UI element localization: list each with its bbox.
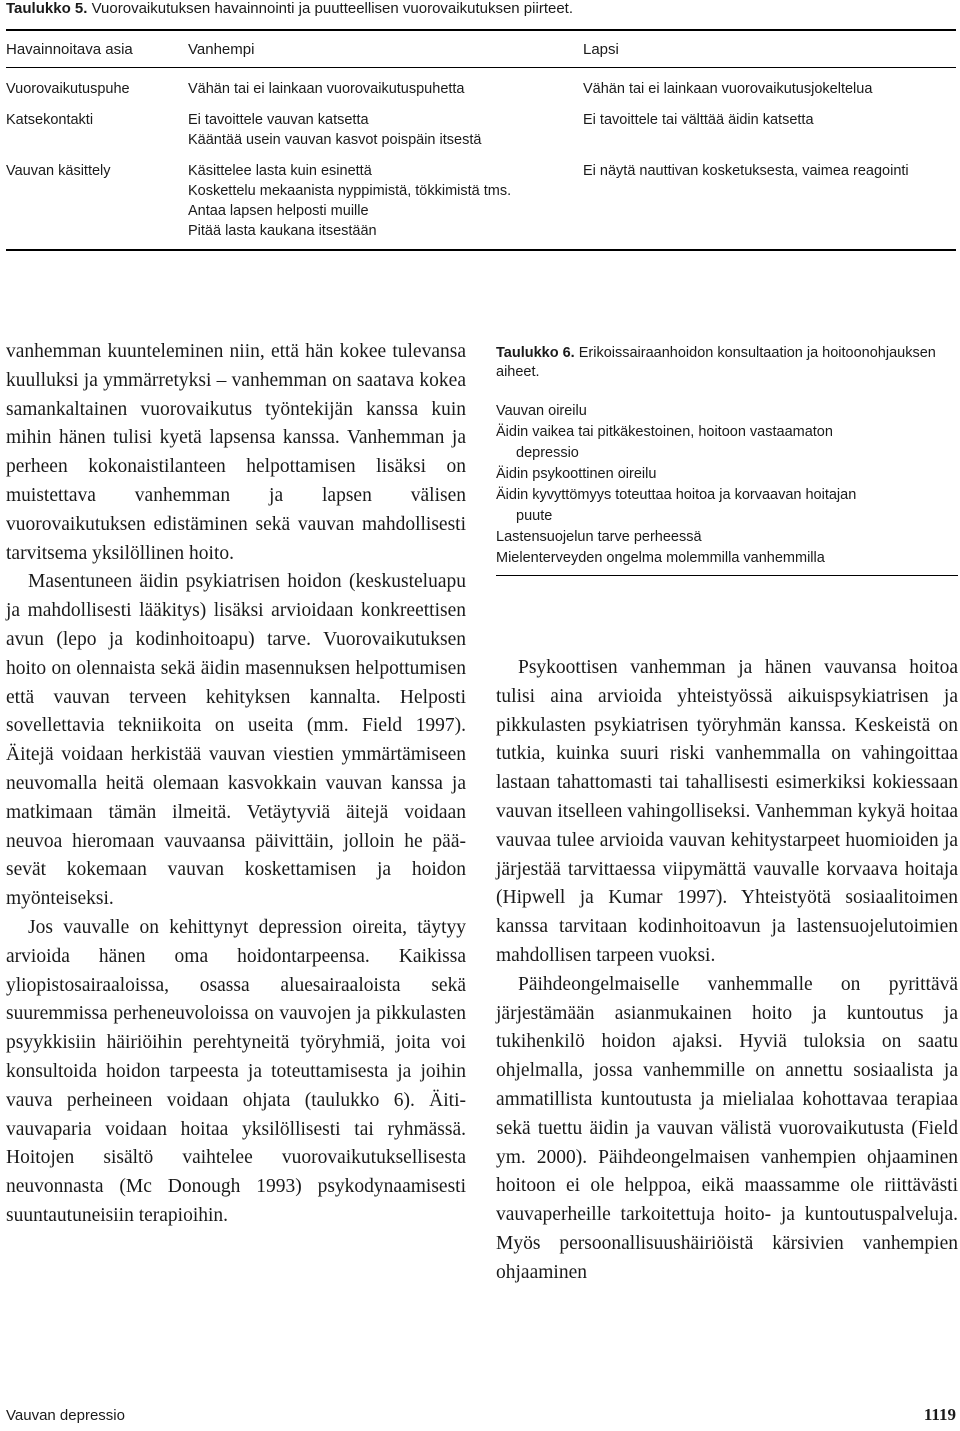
- table5-row-child: Vähän tai ei lainkaan vuorovaikutusjokeltelua: [583, 81, 873, 97]
- table5-row-child: Ei tavoittele tai välttää äidin katsetta: [583, 112, 814, 128]
- table6-caption: [496, 344, 958, 382]
- table5-row-parent-line: Kääntää usein vauvan kasvot poispäin itsestä: [188, 132, 482, 148]
- table6-item-continuation: depressio: [516, 445, 579, 461]
- table5-row-parent: [188, 161, 511, 241]
- body-paragraph: vanhemman kuunteleminen niin, että hän kokee tulevansa kuulluksi ja ymmärretyksi – vanhemman on saatava kokea samankaltainen vuorovaikutus työntekijän kanssa kuin mihin hänen tulisi kyetä lapsensa kanssa. Vanhemman ja perheen kokonaistilanteen helpottamisen lisäksi on muistettava vanhemman ja lapsen välisen vuorovaikutuksen edistäminen sekä vauvan mahdollisesti tarvitsema yksilöllinen hoito.: [6, 341, 466, 564]
- table5-row-topic: Vuorovaikutuspuhe: [6, 81, 130, 97]
- table6-item-text: Mielenterveyden ongelma molemmilla vanhemmilla: [496, 550, 825, 566]
- table6-caption-label: Taulukko 6.: [496, 345, 575, 361]
- table6-item: [496, 401, 958, 422]
- table5-top-rule: [6, 29, 956, 31]
- table6-item: [496, 548, 958, 569]
- table6-bottom-rule: [496, 575, 958, 576]
- table5-row-parent: [188, 110, 481, 150]
- table6-item-continuation: puute: [516, 508, 553, 524]
- table6-item-text: Lastensuojelun tarve perheessä: [496, 529, 702, 545]
- body-paragraph: Jos vauvalle on kehittynyt depression oireita, täytyy arvioida hänen oma hoidontarpeensa. Kaikissa yliopistosairaaloissa, osassa aluesairaaloista sekä suuremmissa perheneuvoloissa on vauvojen ja pikkulasten psyykkisiin häiriöihin perehtyneitä työryhmiä, joita voi konsultoida hoidon tarpeesta ja toteuttamisesta ja joihin vauva perheineen voidaan ohjata (taulukko 6). Äiti-vauvaparia voidaan hoitaa yksilöllisesti tai ryhmässä. Hoitojen sisältö vaihtelee vuorovaikutuksellisesta neuvonnasta (Mc Donough 1993) psykodynaamisesti suuntautuneisiin terapioihin.: [6, 916, 466, 1226]
- body-paragraph: Päihdeongelmaiselle vanhemmalle on pyrittävä järjestämään asianmukainen hoito ja kuntoutus ja tukihenkilö hoidon ajaksi. Hyviä tuloksia on saatu ohjelmalla, jossa vanhemmille on annettu sosiaalista ja ammatillista kuntoutusta ja mielialaa kohottavaa terapiaa sekä tuettu äidin ja vauvan välistä vuorovaikutusta (Field ym. 2000). Päihdeongelmaisen vanhempien ohjaaminen hoitoon ei ole helppoa, eikä maassamme ole riittävästi vauvaperheille tarkoitettuja hoito- ja kuntoutuspalveluja. Myös persoonallisuushäiriöistä kärsivien vanhempien ohjaaminen: [496, 973, 958, 1283]
- table5-row-topic: Katsekontakti: [6, 112, 94, 128]
- table5-caption-text: Vuorovaikutuksen havainnointi ja puutteellisen vuorovaikutuksen piirteet.: [91, 0, 573, 17]
- page-number: 1119: [923, 1405, 956, 1424]
- table6-item: [496, 464, 958, 485]
- table5-header-parent: Vanhempi: [188, 41, 255, 58]
- table5-header-child: Lapsi: [583, 41, 619, 58]
- table5-row-parent-line: Koskettelu mekaanista nyppimistä, tökkimistä tms.: [188, 183, 512, 199]
- table5-row-parent-line: Pitää lasta kaukana itsestään: [188, 223, 377, 239]
- table6-item-text: Vauvan oireilu: [496, 403, 587, 419]
- table5-row-parent-line: Antaa lapsen helposti muille: [188, 203, 369, 219]
- running-footer-title: Vauvan depressio: [6, 1407, 125, 1424]
- table5-row-parent: Vähän tai ei lainkaan vuorovaikutuspuhetta: [188, 81, 465, 97]
- body-paragraph: Psykoottisen vanhemman ja hänen vauvansa hoitoa tulisi aina arvioida yhteistyössä aikuispsykiatrisen ja pikkulasten psykiatrisen työryhmän kanssa. Keskeistä on tutkia, kuinka suuri riski vanhemmalla on vahingoittaa lastaan tahattomasti tai tahallisesti esimerkiksi kokiessaan vauvan itselleen vahingolliseksi. Vanhemman kykyä hoitaa vauvaa tulee arvioida vauvan kehitystarpeet huomioiden ja järjestää tarvittaessa viipymättä vauvalle korvaava hoitaja (Hipwell ja Kumar 1997). Yhteistyötä sosiaalitoimen kanssa tarvitaan kodinhoitoavun ja lastensuojelutoimien mahdollisen tarpeen vuoksi.: [496, 657, 958, 966]
- table6-item: [496, 485, 958, 527]
- table6-item-text: Äidin kyvyttömyys toteuttaa hoitoa ja korvaavan hoitajan: [496, 487, 857, 503]
- table5-row-parent-line: Ei tavoittele vauvan katsetta: [188, 112, 369, 128]
- table6-item-text: Äidin psykoottinen oireilu: [496, 466, 657, 482]
- body-paragraph: Masentuneen äidin psykiatrisen hoidon (keskusteluapu ja mahdollisesti lääkitys) lisäksi arvioidaan konkreettisen avun (lepo ja kodinhoitoapu) tarve. Vuorovaikutuksen hoito on olennaista sekä äidin masennuksen helpottumisen että vauvan terveen kehityksen kannalta. Helposti sovellettavia tekniikoita on useita (mm. Field 1997). Äitejä voidaan herkistää vauvan viestien ymmärtämiseen neuvomalla heitä olemaan kasvokkain vauvan kanssa ja matkimaan tämän ilmeitä. Vetäytyviä äitejä voidaan neuvoa hieromaan vauvaansa päivittäin, jolloin he pääsevät kokemaan vauvan koskettamisen ja hoidon myönteiseksi.: [6, 571, 466, 910]
- table5-header-topic: Havainnoitava asia: [6, 41, 133, 58]
- left-body-column: [6, 338, 466, 1231]
- table6-caption-text: Erikoissairaanhoidon konsultaation ja hoitoonohjauksen aiheet.: [496, 345, 936, 380]
- table6-item: [496, 422, 958, 464]
- table5-row-topic: Vauvan käsittely: [6, 163, 111, 179]
- table5-row-child: Ei näytä nauttivan kosketuksesta, vaimea reagointi: [583, 163, 909, 179]
- table6: [496, 344, 958, 576]
- table5-header-rule: [6, 67, 956, 68]
- table5-row-parent-line: Käsittelee lasta kuin esinettä: [188, 163, 372, 179]
- table5-caption: [6, 0, 573, 17]
- table6-item-text: Äidin vaikea tai pitkäkestoinen, hoitoon vastaamaton: [496, 424, 833, 440]
- table5-bottom-rule: [6, 249, 956, 251]
- table5-caption-label: Taulukko 5.: [6, 0, 88, 17]
- table6-item: [496, 527, 958, 548]
- right-body-column: [496, 654, 958, 1288]
